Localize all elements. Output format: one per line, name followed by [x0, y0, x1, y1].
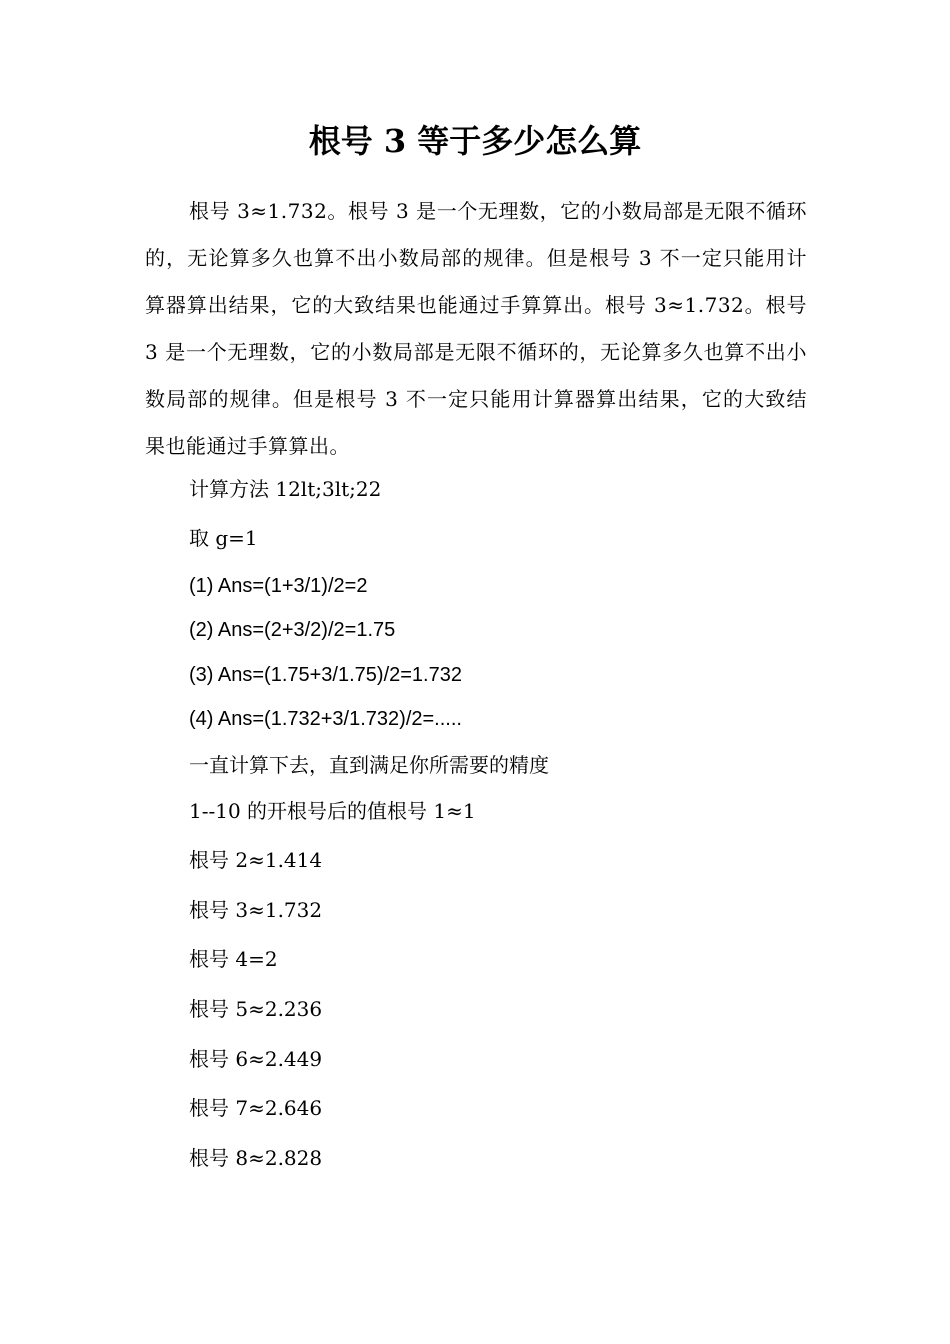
root-value-line: 根号 3≈1.732 — [189, 898, 323, 922]
step-line: (3) Ans=(1.75+3/1.75)/2=1.732 — [189, 664, 462, 686]
step-line: (1) Ans=(1+3/1)/2=2 — [189, 575, 368, 597]
step-line: (2) Ans=(2+3/2)/2=1.75 — [189, 619, 396, 641]
root-value-line: 根号 4=2 — [189, 947, 278, 971]
root-value-line: 根号 6≈2.449 — [189, 1047, 323, 1071]
root-value-line: 根号 5≈2.236 — [189, 997, 323, 1021]
roots-intro-line: 1--10 的开根号后的值根号 1≈1 — [189, 799, 476, 823]
continue-line: 一直计算下去，直到满足你所需要的精度 — [189, 753, 549, 777]
step-line: (4) Ans=(1.732+3/1.732)/2=..... — [189, 708, 462, 730]
method-line: 计算方法 12lt;3lt;22 — [189, 477, 382, 501]
root-value-line: 根号 7≈2.646 — [189, 1096, 323, 1120]
take-g-line: 取 g=1 — [189, 526, 258, 550]
root-value-line: 根号 2≈1.414 — [189, 848, 323, 872]
root-value-line: 根号 8≈2.828 — [189, 1146, 323, 1170]
intro-paragraph: 根号 3≈1.732。根号 3 是一个无理数，它的小数局部是无限不循环的，无论算多久也算不出小数局部的规律。但是根号 3 不一定只能用计算器算出结果，它的大致结果也能通过手算算出。根号 3≈1.732。根号 3 是一个无理数，它的小数局部是无限不循环的，无论算多久也算不出小数局部的规律。但是根号 3 不一定只能用计算器算出结果，它的大致结果也能通过手算算出。 — [145, 199, 807, 458]
page-title: 根号 3 等于多少怎么算 — [308, 122, 642, 160]
